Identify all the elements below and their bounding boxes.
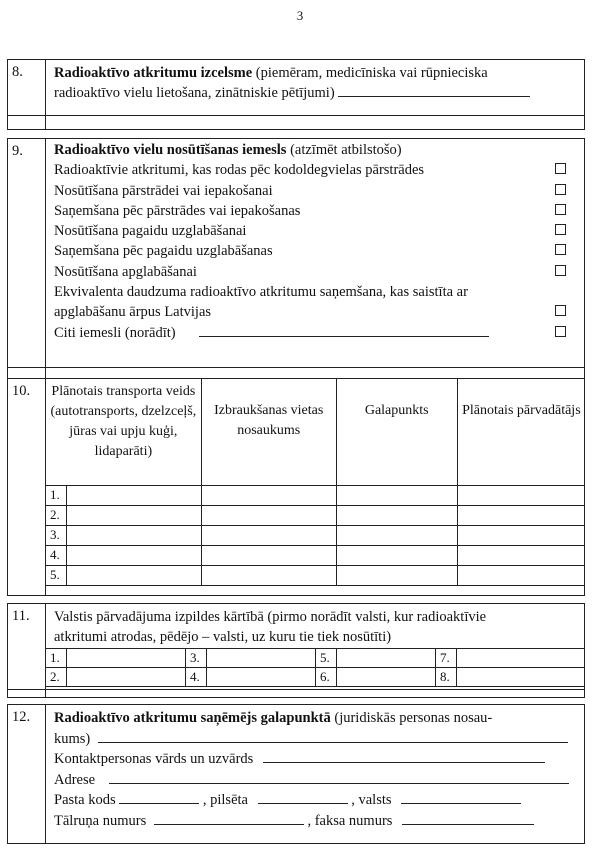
table-cell[interactable] (67, 525, 202, 545)
country-cell[interactable] (457, 668, 586, 687)
country-number: 4. (186, 668, 207, 687)
section-text: (piemēram, medicīniska vai rūpnieciska (252, 65, 488, 81)
reason-checkbox[interactable] (555, 265, 566, 276)
table-cell[interactable] (201, 525, 336, 545)
row-number: 2. (46, 505, 67, 525)
table-cell[interactable] (457, 485, 585, 505)
destination-header: Galapunkts (336, 379, 457, 485)
reason-checkbox[interactable] (555, 305, 566, 316)
section-text: radioaktīvo vielu lietošana, zinātniskie pētījumi) (54, 85, 335, 101)
reason-label: Radioaktīvie atkritumi, kas rodas pēc kodoldegvielas pārstrādes (54, 162, 425, 179)
section-text: (juridiskās personas nosau- (330, 710, 493, 726)
reason-checkbox[interactable] (555, 326, 566, 337)
phone-field[interactable] (154, 812, 304, 825)
reason-label: Saņemšana pēc pagaidu uzglabāšanas (54, 243, 273, 260)
contact-person-field[interactable] (263, 750, 545, 763)
table-cell[interactable] (336, 565, 457, 585)
recipient-name-field[interactable] (98, 730, 568, 743)
section-number: 8. (8, 60, 46, 129)
section-text: atkritumi atrodas, pēdējo – valsti, uz kuru tie tiek nosūtīti) (54, 629, 392, 645)
table-cell[interactable] (67, 505, 202, 525)
countries-table (46, 648, 585, 687)
country-number: 8. (436, 668, 457, 687)
phone-label: Tālruņa numurs (54, 812, 147, 829)
transport-type-header: Plānotais transporta veids (autotransports, dzelzceļš, jūras vai upju kuģi, lidaparāti) (46, 379, 201, 485)
city-label: , pilsēta (202, 792, 248, 808)
country-field[interactable] (401, 791, 521, 804)
table-cell[interactable] (67, 485, 202, 505)
city-field[interactable] (258, 791, 348, 804)
reason-label: Citi iemesli (norādīt) (54, 324, 176, 341)
country-cell[interactable] (67, 668, 186, 687)
section-10 (7, 378, 585, 596)
table-cell[interactable] (201, 485, 336, 505)
country-number: 7. (436, 649, 457, 668)
table-cell[interactable] (201, 505, 336, 525)
section-8 (7, 59, 585, 130)
page-number: 3 (296, 8, 304, 23)
row-number: 3. (46, 525, 67, 545)
reason-checkbox[interactable] (555, 184, 566, 195)
section-text: Valstis pārvadājuma izpildes kārtībā (pirmo norādīt valsti, kur radioaktīvie (54, 609, 487, 625)
postcode-label: Pasta kods (54, 792, 116, 808)
table-cell[interactable] (457, 565, 585, 585)
country-number: 6. (316, 668, 337, 687)
reason-checkbox[interactable] (555, 163, 566, 174)
country-cell[interactable] (457, 649, 586, 668)
reason-label: Nosūtīšana pagaidu uzglabāšanai (54, 223, 247, 240)
contact-label: Kontaktpersonas vārds un uzvārds (54, 751, 254, 767)
reason-checkbox[interactable] (555, 224, 566, 235)
section-number: 9. (8, 139, 46, 378)
country-cell[interactable] (337, 649, 436, 668)
table-cell[interactable] (67, 565, 202, 585)
address-field[interactable] (109, 771, 569, 784)
table-cell[interactable] (336, 545, 457, 565)
postcode-field[interactable] (119, 791, 199, 804)
fax-field[interactable] (402, 812, 534, 825)
reason-checkbox[interactable] (555, 204, 566, 215)
carrier-header: Plānotais pārvadātājs (457, 379, 585, 485)
departure-header: Izbraukšanas vietas nosaukums (201, 379, 336, 485)
table-cell[interactable] (336, 505, 457, 525)
country-cell[interactable] (337, 668, 436, 687)
country-cell[interactable] (207, 649, 316, 668)
country-number: 1. (46, 649, 67, 668)
transport-table (46, 379, 585, 586)
table-cell[interactable] (67, 545, 202, 565)
section-title: Radioaktīvo vielu nosūtīšanas iemesls (54, 142, 287, 158)
section-title: Radioaktīvo atkritumu saņēmējs galapunktā (54, 710, 331, 726)
other-reason-field[interactable] (199, 324, 489, 337)
section-text: kums) (54, 730, 91, 747)
section-title: Radioaktīvo atkritumu izcelsme (54, 65, 253, 81)
section-number: 11. (8, 604, 46, 697)
reason-label: apglabāšanu ārpus Latvijas (54, 304, 212, 321)
origin-field[interactable] (338, 84, 530, 97)
country-number: 3. (186, 649, 207, 668)
table-cell[interactable] (457, 545, 585, 565)
country-cell[interactable] (207, 668, 316, 687)
reason-label: Nosūtīšana apglabāšanai (54, 263, 197, 280)
reason-label: Ekvivalenta daudzuma radioaktīvo atkritumu saņemšana, kas saistīta ar (54, 284, 468, 301)
reason-label: Saņemšana pēc pārstrādes vai iepakošanas (54, 202, 301, 219)
fax-label: , faksa numurs (307, 812, 393, 829)
table-cell[interactable] (201, 545, 336, 565)
country-number: 2. (46, 668, 67, 687)
section-note: (atzīmēt atbilstošo) (286, 142, 402, 158)
section-12 (7, 704, 585, 844)
reason-checkbox[interactable] (555, 244, 566, 255)
address-label: Adrese (54, 771, 96, 788)
table-cell[interactable] (457, 525, 585, 545)
reason-label: Nosūtīšana pārstrādei vai iepakošanai (54, 182, 273, 199)
row-number: 4. (46, 545, 67, 565)
table-cell[interactable] (457, 505, 585, 525)
table-cell[interactable] (336, 485, 457, 505)
table-cell[interactable] (336, 525, 457, 545)
section-number: 12. (8, 705, 46, 843)
country-number: 5. (316, 649, 337, 668)
section-number: 10. (8, 379, 46, 595)
section-11 (7, 603, 585, 698)
row-number: 1. (46, 485, 67, 505)
table-cell[interactable] (201, 565, 336, 585)
row-number: 5. (46, 565, 67, 585)
section-9 (7, 138, 585, 379)
country-label: , valsts (351, 792, 392, 808)
country-cell[interactable] (67, 649, 186, 668)
